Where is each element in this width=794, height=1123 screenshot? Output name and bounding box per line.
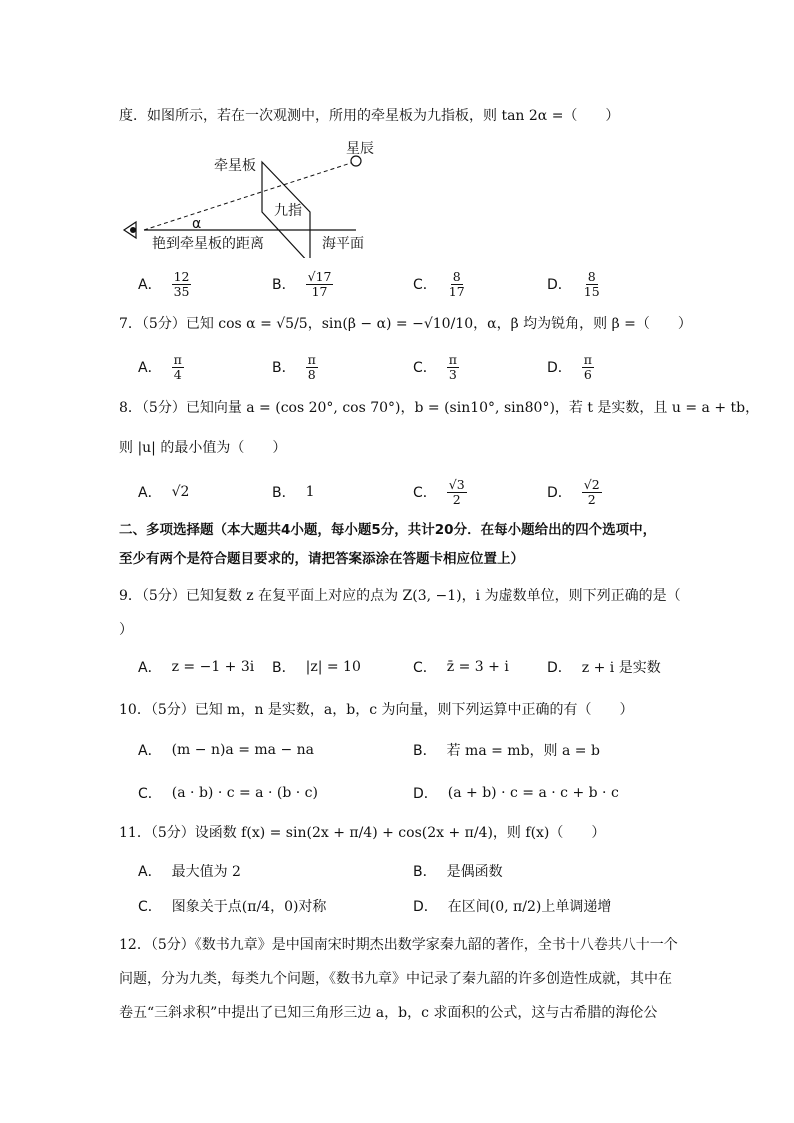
q9-option-d: D． z + i 是实数	[547, 660, 661, 676]
q11-option-d: D． 在区间(0, π/2)上单调递增	[413, 899, 612, 915]
q8-option-a: A． √2	[138, 484, 190, 501]
label-star: 星辰	[346, 141, 374, 157]
eye-pupil	[130, 227, 136, 233]
q9-stem: 9．（5分）已知复数 z 在复平面上对应的点为 Z(3, −1)，i 为虚数单位，则下列正确的是（	[119, 588, 681, 604]
q10-option-c: C． (a · b) · c = a · (b · c)	[138, 785, 318, 802]
q10-stem: 10．（5分）已知 m，n 是实数，a，b，c 为向量，则下列运算中正确的有（ ）	[119, 702, 634, 718]
q8-option-c: C． $\frac{√3}{2}$	[413, 476, 465, 507]
q11-option-a: A． 最大值为 2	[138, 864, 241, 880]
label-sea: 海平面	[322, 236, 364, 252]
q9-option-c: C． z̄ = 3 + i	[413, 659, 509, 676]
q12-line-2: 问题，分为九类，每类九个问题，《数书九章》中记录了秦九韶的许多创造性成就，其中在	[119, 971, 672, 987]
q9-option-b: B． |z| = 10	[272, 659, 361, 676]
q10-option-b: B． 若 ma = mb，则 a = b	[413, 743, 600, 759]
q11-option-c: C． 图象关于点(π/4，0)对称	[138, 899, 327, 915]
q8-stem: 8．（5分）已知向量 a = (cos 20°, cos 70°)，b = (sin10°, sin80°)，若 t 是实数，且 u = a + tb，	[119, 400, 760, 416]
label-nine: 九指	[274, 203, 302, 219]
section-heading-line-1: 二、多项选择题（本大题共4小题，每小题5分，共计20分．在每小题给出的四个选项中，	[119, 522, 657, 538]
label-alpha: α	[192, 216, 202, 232]
q10-option-d: D． (a + b) · c = a · c + b · c	[413, 785, 619, 802]
q6-option-b: B． $\frac{√17}{17}$	[272, 268, 332, 299]
q6-option-c: C． $\frac{8}{17}$	[413, 268, 465, 299]
q8-stem-2: 则 |u| 的最小值为（ ）	[119, 440, 287, 456]
section-heading-line-2: 至少有两个是符合题目要求的，请把答案添涂在答题卡相应位置上）	[119, 551, 524, 567]
q7-stem: 7．（5分）已知 cos α = √5/5，sin(β − α) = −√10/10，α，β 均为锐角，则 β =（ ）	[119, 316, 692, 332]
label-distance: 艳到牵星板的距离	[152, 236, 264, 252]
q7-option-a: A． $\frac{\pi}{4}$	[138, 351, 182, 382]
q10-option-a: A． (m − n)a = ma − na	[138, 742, 315, 759]
q11-stem: 11．（5分）设函数 f(x) = sin(2x + π/4) + cos(2x + π/4)，则 f(x)（ ）	[119, 825, 606, 841]
q11-option-b: B． 是偶函数	[413, 864, 503, 880]
label-board: 牵星板	[214, 158, 256, 174]
q6-option-a: A． $\frac{12}{35}$	[138, 268, 190, 299]
q9-option-a: A． z = −1 + 3i	[138, 659, 255, 676]
q7-option-c: C． $\frac{\pi}{3}$	[413, 351, 457, 382]
q6-figure	[118, 140, 388, 258]
q12-line-3: 卷五“三斜求积”中提出了已知三角形三边 a，b，c 求面积的公式，这与古希腊的海伦公	[119, 1005, 658, 1021]
q6-option-d: D． $\frac{8}{15}$	[547, 268, 600, 299]
q8-option-b: B． 1	[272, 484, 315, 501]
q7-option-b: B． $\frac{\pi}{8}$	[272, 351, 316, 382]
q6-stem-tail: 度．如图所示，若在一次观测中，所用的牵星板为九指板，则 tan 2α =（ ）	[119, 108, 620, 124]
q7-option-d: D． $\frac{\pi}{6}$	[547, 351, 592, 382]
q9-stem-2: ）	[119, 622, 133, 638]
q12-line-1: 12．（5分）《数书九章》是中国南宋时期杰出数学家秦九韶的著作，全书十八卷共八十一个	[119, 937, 678, 953]
star-circle	[351, 156, 361, 166]
q8-option-d: D． $\frac{√2}{2}$	[547, 476, 600, 507]
